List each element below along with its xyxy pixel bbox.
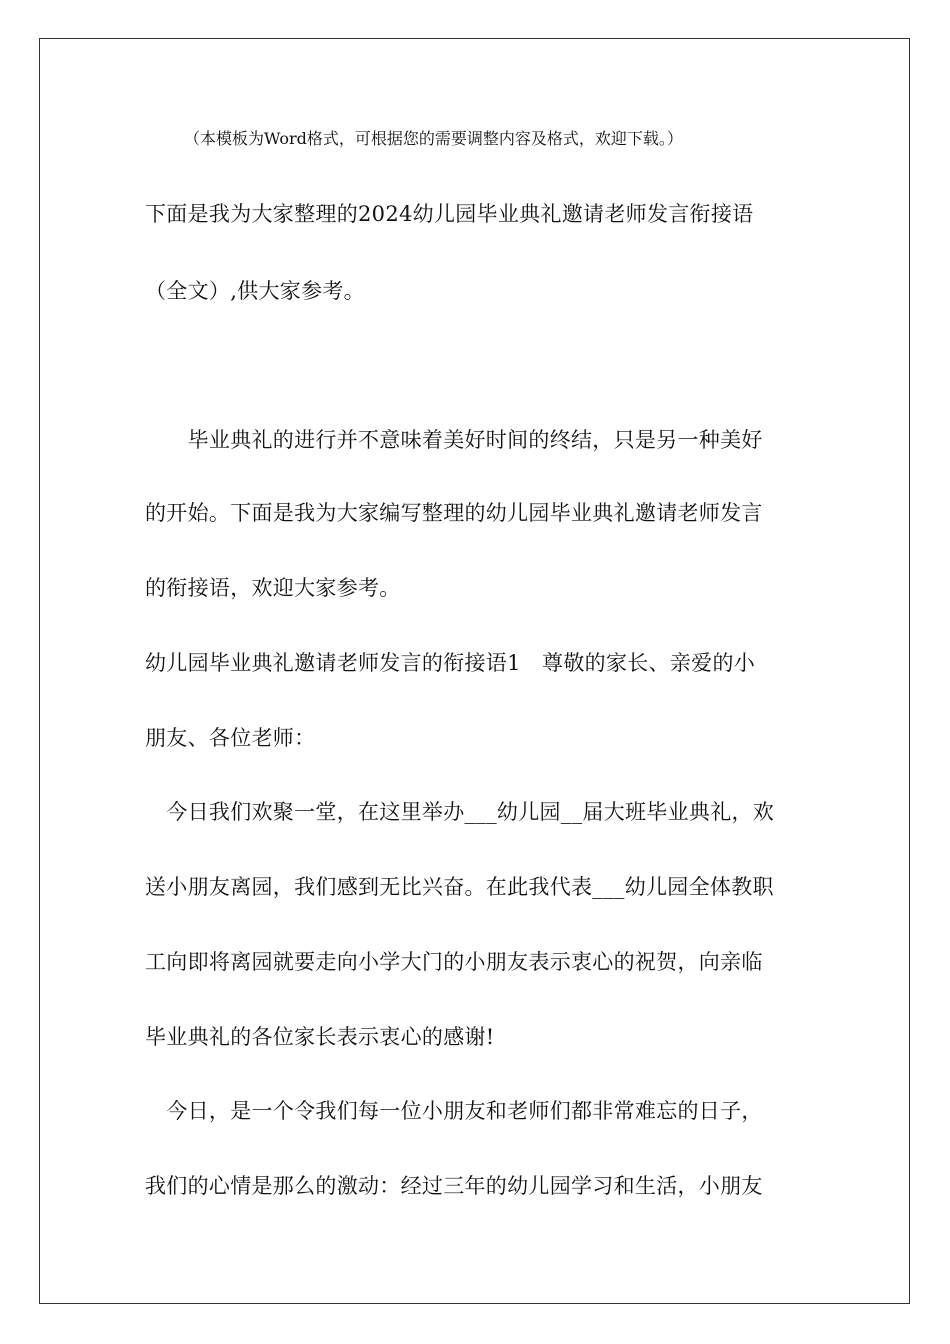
paragraph-2-line-4: 毕业典礼的各位家长表示衷心的感谢! (145, 1025, 495, 1049)
paragraph-2-line-3: 工向即将离园就要走向小学大门的小朋友表示衷心的祝贺，向亲临 (145, 950, 763, 974)
paragraph-1-line-2: 的开始。下面是我为大家编写整理的幼儿园毕业典礼邀请老师发言 (145, 501, 763, 525)
intro-line-2: （全文）,供大家参考。 (145, 279, 365, 303)
section-heading-line-2: 朋友、各位老师： (145, 726, 316, 750)
paragraph-2-line-2: 送小朋友离园，我们感到无比兴奋。在此我代表___幼儿园全体教职 (145, 875, 774, 899)
paragraph-2-line-1: 今日我们欢聚一堂，在这里举办___幼儿园__届大班毕业典礼，欢 (145, 800, 775, 824)
paragraph-3-line-1: 今日，是一个令我们每一位小朋友和老师们都非常难忘的日子， (145, 1099, 763, 1123)
intro-line-1: 下面是我为大家整理的2024幼儿园毕业典礼邀请老师发言衔接语 (145, 202, 754, 226)
paragraph-1-line-1: 毕业典礼的进行并不意味着美好时间的终结，只是另一种美好 (145, 428, 763, 452)
template-note: （本模板为Word格式，可根据您的需要调整内容及格式，欢迎下载。） (184, 129, 683, 148)
section-heading-line-1: 幼儿园毕业典礼邀请老师发言的衔接语1 尊敬的家长、亲爱的小 (145, 651, 756, 675)
paragraph-1-line-3: 的衔接语，欢迎大家参考。 (145, 576, 401, 600)
paragraph-3-line-2: 我们的心情是那么的激动：经过三年的幼儿园学习和生活，小朋友 (145, 1174, 763, 1198)
